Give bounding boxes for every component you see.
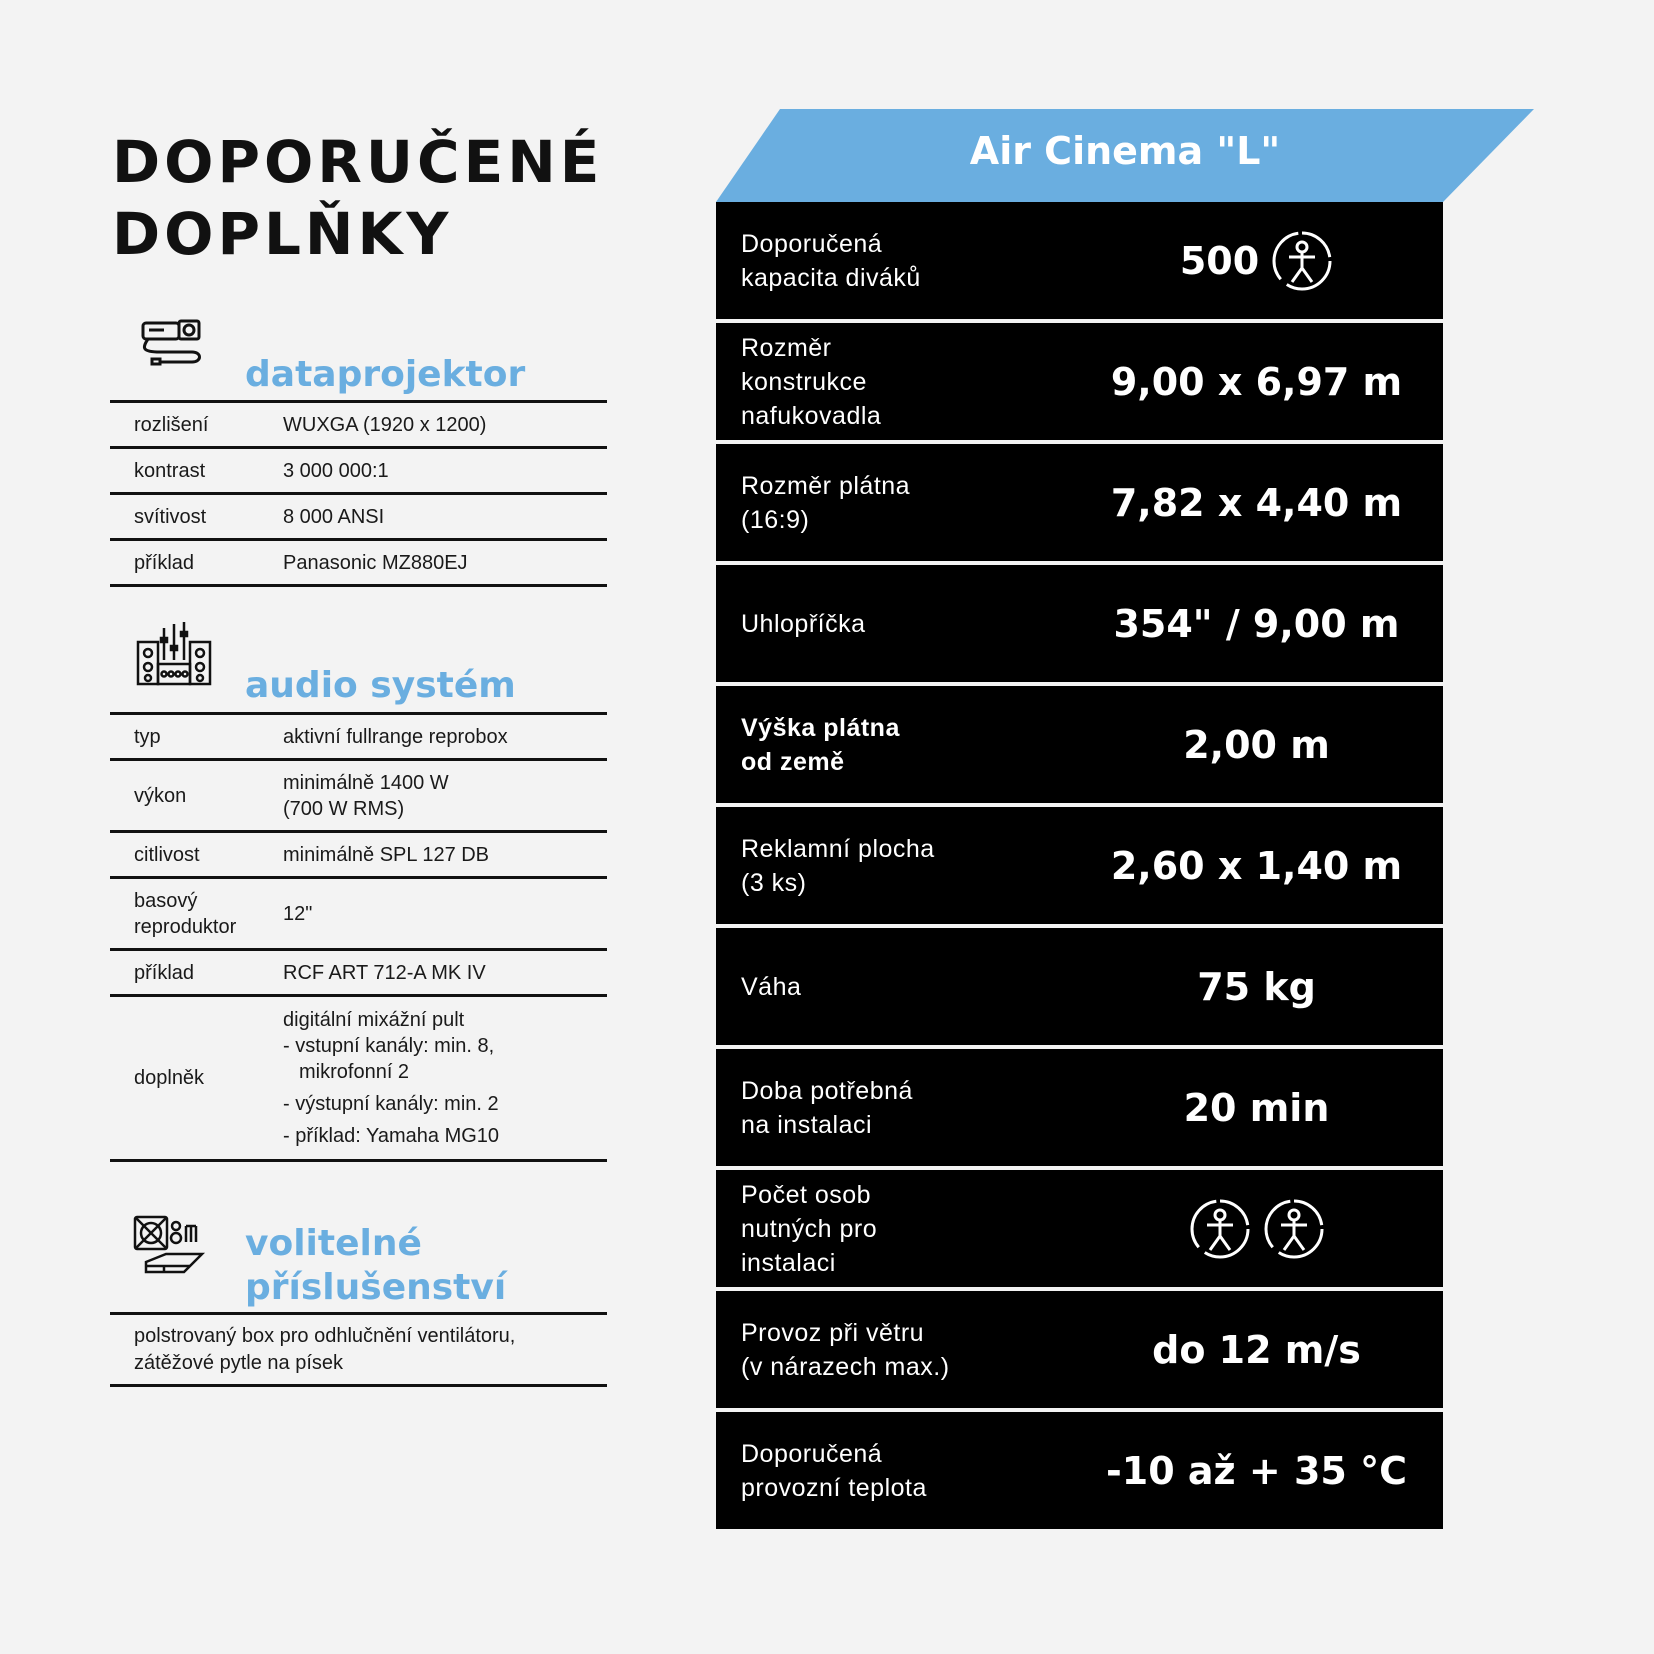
spec-label: doplněk bbox=[134, 1067, 205, 1089]
spec-value: 12" bbox=[283, 902, 313, 925]
spec-card-label-line: (16:9) bbox=[741, 505, 810, 534]
spec-card-label-line: Doporučená bbox=[741, 1439, 883, 1468]
spec-card-value: 20 min bbox=[1183, 1085, 1330, 1130]
spec-card-value: 2,00 m bbox=[1183, 722, 1330, 767]
accessories-title-line-2: příslušenství bbox=[245, 1267, 507, 1308]
spec-card-label bbox=[716, 711, 1070, 779]
spec-label: příklad bbox=[134, 961, 195, 984]
spec-card-value: 75 kg bbox=[1197, 964, 1316, 1009]
projector-spec-table bbox=[110, 400, 607, 587]
page-title-line-2: DOPLŇKY bbox=[112, 200, 453, 268]
spec-label: výkon bbox=[134, 784, 187, 807]
audio-spec-table bbox=[110, 712, 607, 1162]
spec-label-line: basový bbox=[134, 889, 198, 912]
spec-value-line: - příklad: Yamaha MG10 bbox=[283, 1125, 500, 1147]
table-row bbox=[110, 403, 607, 449]
spec-value bbox=[283, 1007, 607, 1149]
table-row bbox=[110, 879, 607, 951]
spec-value-line: (700 W RMS) bbox=[283, 797, 405, 820]
table-row bbox=[110, 541, 607, 587]
spec-card-value: do 12 m/s bbox=[1152, 1327, 1361, 1372]
spec-label: příklad bbox=[134, 551, 195, 574]
spec-value: 3 000 000:1 bbox=[283, 459, 389, 482]
spec-value-line: digitální mixážní pult bbox=[283, 1009, 465, 1031]
audio-system-icon bbox=[136, 620, 212, 686]
table-row bbox=[110, 715, 607, 761]
spec-card-label-line: nafukovadla bbox=[741, 401, 882, 430]
spec-card-label-line: od země bbox=[741, 747, 845, 776]
spec-card-label-line: kapacita diváků bbox=[741, 263, 921, 292]
spec-card-label-line: Provoz při větru bbox=[741, 1318, 925, 1347]
spec-value: RCF ART 712-A MK IV bbox=[283, 961, 486, 984]
accessories-text bbox=[110, 1323, 515, 1377]
spec-label: rozlišení bbox=[134, 413, 209, 436]
product-name: Air Cinema "L" bbox=[969, 129, 1281, 173]
spec-card-label-line: Rozměr plátna bbox=[741, 471, 911, 500]
spec-card-label-line: instalaci bbox=[741, 1248, 836, 1277]
table-row bbox=[110, 761, 607, 833]
audio-section-title: audio systém bbox=[245, 665, 516, 706]
accessories-table bbox=[110, 1312, 607, 1387]
table-row bbox=[110, 951, 607, 997]
spec-value: minimálně SPL 127 DB bbox=[283, 843, 490, 866]
spec-card-label-line: konstrukce bbox=[741, 367, 867, 396]
spec-card-value: -10 až + 35 °C bbox=[1106, 1448, 1407, 1493]
spec-label: kontrast bbox=[134, 459, 206, 482]
spec-card-label bbox=[716, 1316, 1070, 1384]
spec-card-label-line: Počet osob bbox=[741, 1180, 872, 1209]
spec-card-construction-size bbox=[716, 323, 1443, 440]
spec-card-label-line: Výška plátna bbox=[741, 713, 900, 742]
spec-card-label-line: Doba potřebná bbox=[741, 1076, 913, 1105]
spec-card-label bbox=[716, 227, 1070, 295]
spec-card-label bbox=[716, 1074, 1070, 1142]
spec-card-label-line: Váha bbox=[741, 972, 802, 1001]
spec-label: typ bbox=[134, 725, 161, 748]
spec-value: 8 000 ANSI bbox=[283, 505, 385, 528]
projector-section-title: dataprojektor bbox=[245, 354, 526, 395]
table-row bbox=[110, 449, 607, 495]
spec-card-label bbox=[716, 607, 1070, 641]
spec-card-label bbox=[716, 1178, 1070, 1280]
product-banner bbox=[716, 109, 1534, 202]
table-row bbox=[110, 997, 607, 1162]
spec-label-line: reproduktor bbox=[134, 915, 237, 938]
projector-icon bbox=[140, 318, 206, 368]
person-icon bbox=[1263, 1198, 1325, 1260]
spec-value: WUXGA (1920 x 1200) bbox=[283, 413, 487, 436]
spec-card-label bbox=[716, 331, 1070, 433]
spec-card-diagonal bbox=[716, 565, 1443, 682]
spec-card-label-line: provozní teplota bbox=[741, 1473, 927, 1502]
spec-card-value: 2,60 x 1,40 m bbox=[1110, 843, 1403, 888]
table-row bbox=[110, 833, 607, 879]
spec-card-value bbox=[1070, 1198, 1443, 1260]
table-row bbox=[110, 495, 607, 541]
spec-label: svítivost bbox=[134, 505, 207, 528]
spec-card-label-line: (v nárazech max.) bbox=[741, 1352, 950, 1381]
page-title bbox=[112, 126, 603, 270]
spec-card-label-line: na instalaci bbox=[741, 1110, 873, 1139]
accessories-section-title bbox=[245, 1222, 506, 1310]
spec-card-label-line: nutných pro bbox=[741, 1214, 878, 1243]
spec-card-screen-size bbox=[716, 444, 1443, 561]
spec-card-value: 354" / 9,00 m bbox=[1113, 601, 1400, 646]
accessories-text-line: zátěžové pytle na písek bbox=[134, 1351, 344, 1374]
accessories-text-line: polstrovaný box pro odhlučnění ventilátoru, bbox=[134, 1324, 516, 1347]
spec-card-label-line: Reklamní plocha bbox=[741, 834, 935, 863]
table-row bbox=[110, 1315, 607, 1387]
spec-card-label-line: Rozměr bbox=[741, 333, 832, 362]
spec-card-wind bbox=[716, 1291, 1443, 1408]
spec-card-install-crew bbox=[716, 1170, 1443, 1287]
product-specs bbox=[716, 202, 1443, 1533]
spec-card-value: 7,82 x 4,40 m bbox=[1110, 480, 1403, 525]
spec-card-value: 9,00 x 6,97 m bbox=[1110, 359, 1403, 404]
page-title-line-1: DOPORUČENÉ bbox=[112, 128, 604, 196]
spec-value: Panasonic MZ880EJ bbox=[283, 551, 468, 574]
spec-label: citlivost bbox=[134, 843, 200, 866]
person-icon bbox=[1189, 1198, 1251, 1260]
spec-card-label bbox=[716, 970, 1070, 1004]
accessories-title-line-1: volitelné bbox=[245, 1223, 422, 1264]
spec-card-label bbox=[716, 1437, 1070, 1505]
spec-card-label-line: (3 ks) bbox=[741, 868, 807, 897]
spec-card-value-text: 500 bbox=[1179, 238, 1260, 283]
person-icon bbox=[1271, 230, 1333, 292]
spec-label bbox=[110, 888, 283, 940]
accessories-icon bbox=[132, 1214, 208, 1280]
spec-card-screen-height bbox=[716, 686, 1443, 803]
spec-card-label bbox=[716, 832, 1070, 900]
spec-value: aktivní fullrange reprobox bbox=[283, 725, 508, 748]
spec-card-ad-area bbox=[716, 807, 1443, 924]
spec-card-label-line: Doporučená bbox=[741, 229, 883, 258]
spec-value-line: - vstupní kanály: min. 8, mikrofonní 2 bbox=[283, 1035, 495, 1083]
spec-card-temperature bbox=[716, 1412, 1443, 1529]
spec-card-label-line: Uhlopříčka bbox=[741, 609, 866, 638]
spec-value-line: minimálně 1400 W bbox=[283, 771, 449, 794]
spec-value-line: - výstupní kanály: min. 2 bbox=[283, 1093, 499, 1115]
spec-card-weight bbox=[716, 928, 1443, 1045]
spec-card-capacity bbox=[716, 202, 1443, 319]
spec-card-value bbox=[1070, 230, 1443, 292]
spec-card-install-time bbox=[716, 1049, 1443, 1166]
spec-card-label bbox=[716, 469, 1070, 537]
spec-value bbox=[283, 770, 607, 822]
